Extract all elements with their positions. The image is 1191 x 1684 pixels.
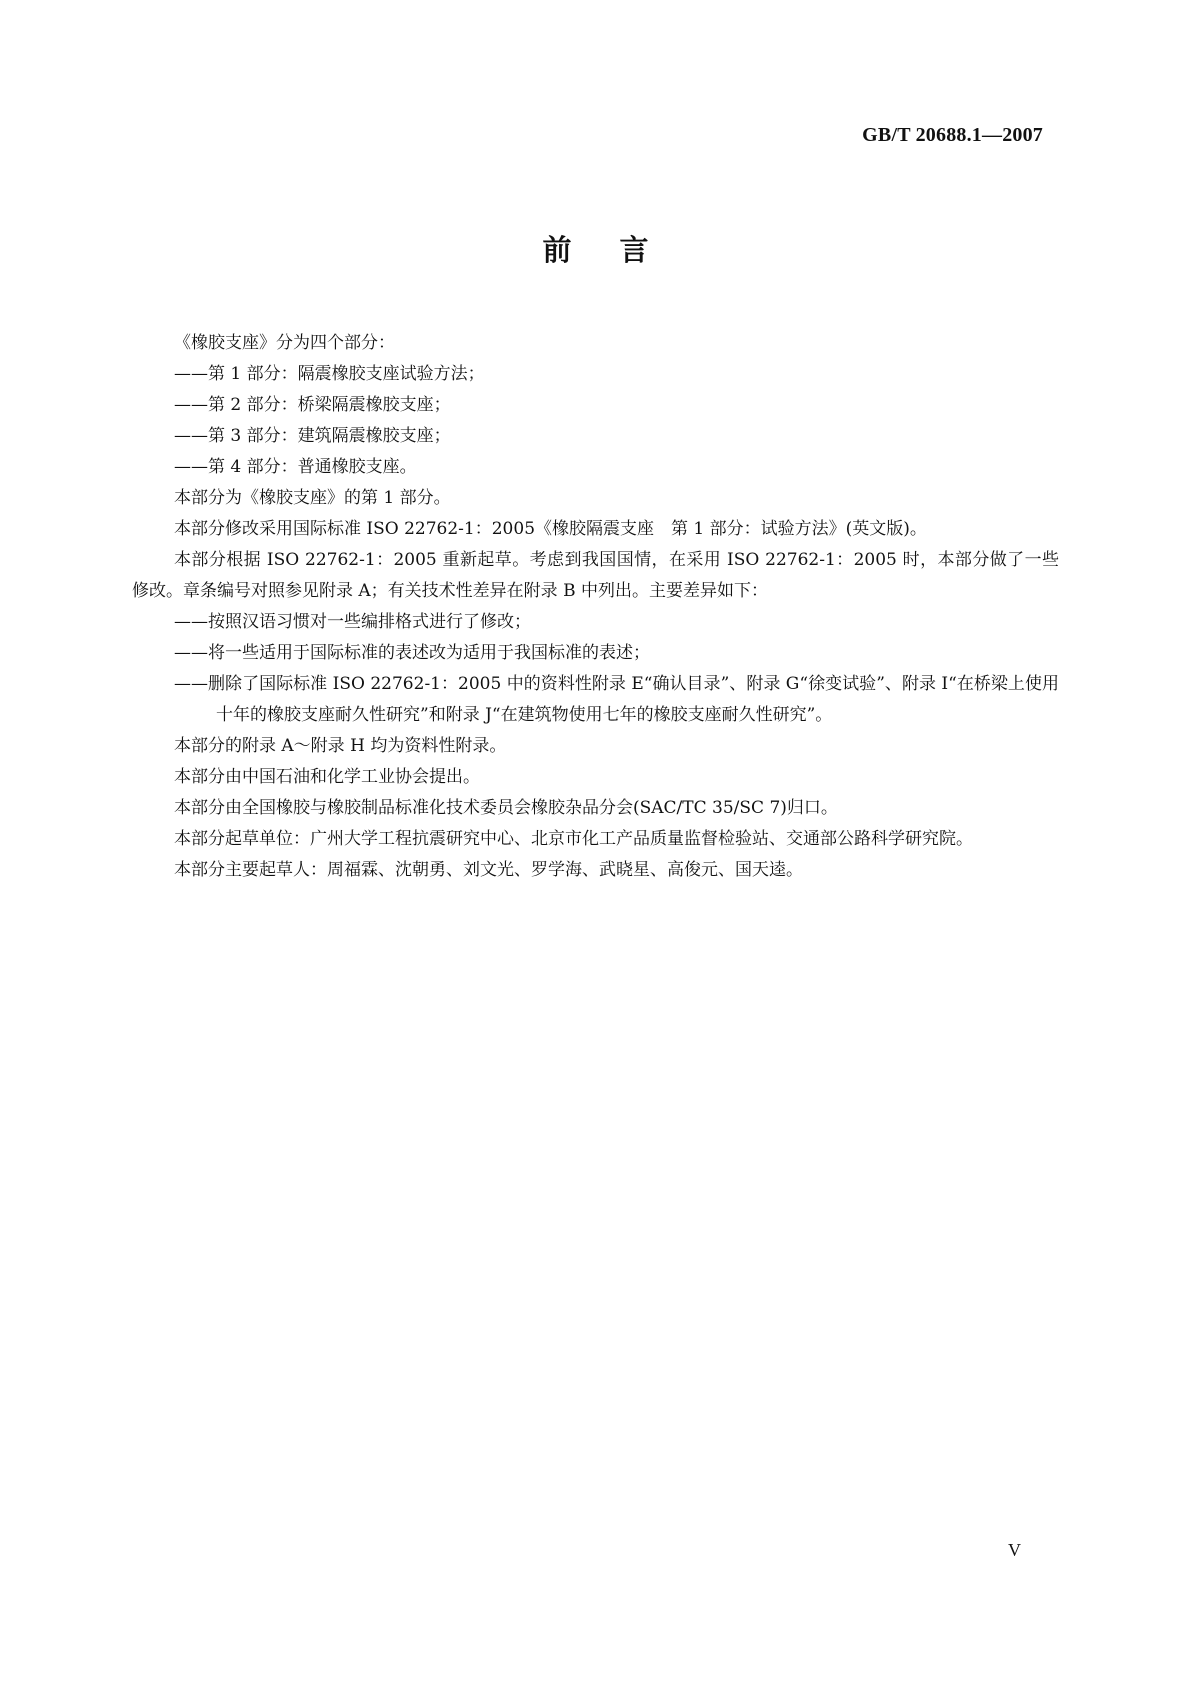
- intro-paragraph: 《橡胶支座》分为四个部分：: [174, 333, 395, 353]
- part-list-item: ——第 3 部分：建筑隔震橡胶支座；: [174, 426, 451, 446]
- part-list-item: ——第 1 部分：隔震橡胶支座试验方法；: [174, 364, 485, 384]
- part-list-item: ——第 4 部分：普通橡胶支座。: [174, 457, 417, 477]
- standard-number: GB/T 20688.1—2007: [862, 124, 1043, 146]
- adoption-statement: 本部分修改采用国际标准 ISO 22762-1：2005《橡胶隔震支座 第 1 部分：试验方法》(英文版)。: [174, 519, 927, 539]
- page-title: 前言: [542, 233, 697, 267]
- difference-item: ——将一些适用于国际标准的表述改为适用于我国标准的表述；: [174, 643, 650, 663]
- page-number: V: [1008, 1540, 1021, 1560]
- annex-statement: 本部分的附录 A～附录 H 均为资料性附录。: [174, 736, 507, 756]
- proposer-statement: 本部分由中国石油和化学工业协会提出。: [174, 767, 480, 787]
- redraft-statement: 本部分根据 ISO 22762-1：2005 重新起草。考虑到我国国情，在采用 ISO 22762-1：2005 时，本部分做了一些修改。章条编号对照参见附录 A；有关技术性差异在附录 B 中列出。主要差异如下：: [132, 550, 1059, 601]
- part-statement: 本部分为《橡胶支座》的第 1 部分。: [174, 488, 451, 508]
- difference-item: ——按照汉语习惯对一些编排格式进行了修改；: [174, 612, 531, 632]
- custodian-statement: 本部分由全国橡胶与橡胶制品标准化技术委员会橡胶杂品分会(SAC/TC 35/SC 7)归口。: [174, 798, 838, 818]
- drafters: 本部分主要起草人：周福霖、沈朝勇、刘文光、罗学海、武晓星、高俊元、国天逵。: [174, 860, 803, 880]
- drafting-units: 本部分起草单位：广州大学工程抗震研究中心、北京市化工产品质量监督检验站、交通部公路科学研究院。: [174, 829, 973, 849]
- part-list-item: ——第 2 部分：桥梁隔震橡胶支座；: [174, 395, 451, 415]
- difference-item: ——删除了国际标准 ISO 22762-1：2005 中的资料性附录 E“确认目录”、附录 G“徐变试验”、附录 I“在桥梁上使用十年的橡胶支座耐久性研究”和附录 J“在建筑物使用七年的橡胶支座耐久性研究”。: [174, 674, 1059, 725]
- foreword-body: [132, 328, 1059, 886]
